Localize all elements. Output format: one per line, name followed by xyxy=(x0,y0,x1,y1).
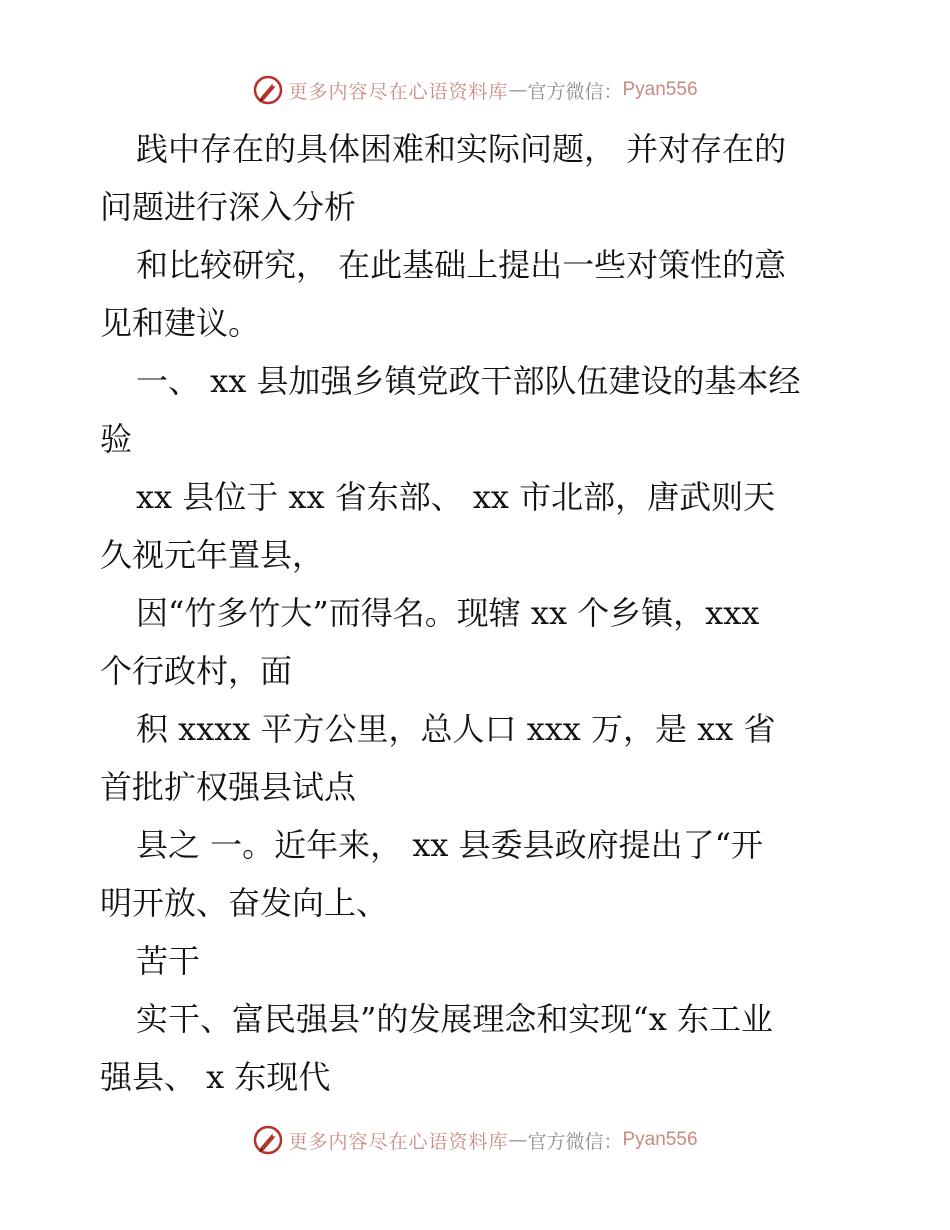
paragraph-line: 首批扩权强县试点 xyxy=(100,768,357,806)
paragraph-line: 强县、 x 东现代 xyxy=(100,1058,331,1096)
paragraph-line: xx 县位于 xx 省东部、 xx 市北部，唐武则天 xyxy=(136,478,776,516)
banner-site-name: 更多内容尽在心语资料库 xyxy=(288,80,509,103)
paragraph-line: 苦干 xyxy=(136,942,201,980)
section-heading-line: 一、 xx 县加强乡镇党政干部队伍建设的基本经 xyxy=(136,362,801,400)
banner-dash: — xyxy=(508,1129,528,1151)
header-watermark-banner xyxy=(0,70,950,110)
banner-wechat-label: 官方微信： xyxy=(527,1130,623,1153)
paragraph-line: 个行政村，面 xyxy=(100,652,293,690)
paragraph-line: 明开放、奋发向上、 xyxy=(100,884,389,922)
paragraph-line: 县之 一。近年来， xx 县委县政府提出了“开 xyxy=(136,826,763,864)
paragraph-line: 和比较研究， 在此基础上提出一些对策性的意 xyxy=(136,246,787,284)
banner-dash: — xyxy=(508,79,528,101)
pen-logo-icon xyxy=(252,1124,284,1156)
paragraph-line: 实干、富民强县”的发展理念和实现“x 东工业 xyxy=(136,1000,773,1038)
paragraph-line: 因“竹多竹大”而得名。现辖 xx 个乡镇，xxx xyxy=(136,594,760,632)
paragraph-line: 问题进行深入分析 xyxy=(100,188,357,226)
section-heading-line: 验 xyxy=(100,420,133,458)
document-body xyxy=(100,120,860,1106)
paragraph-line: 践中存在的具体困难和实际问题， 并对存在的 xyxy=(136,130,787,168)
banner-wechat-id: Pyan556 xyxy=(622,1129,698,1150)
banner-site-name: 更多内容尽在心语资料库 xyxy=(288,1130,509,1153)
banner-wechat-label: 官方微信： xyxy=(527,80,623,103)
paragraph-line: 积 xxxx 平方公里，总人口 xxx 万，是 xx 省 xyxy=(136,710,776,748)
banner-wechat-id: Pyan556 xyxy=(622,79,698,100)
paragraph-line: 久视元年置县， xyxy=(100,536,325,574)
footer-watermark-banner xyxy=(0,1120,950,1160)
paragraph-line: 见和建议。 xyxy=(100,304,261,342)
pen-logo-icon xyxy=(252,74,284,106)
